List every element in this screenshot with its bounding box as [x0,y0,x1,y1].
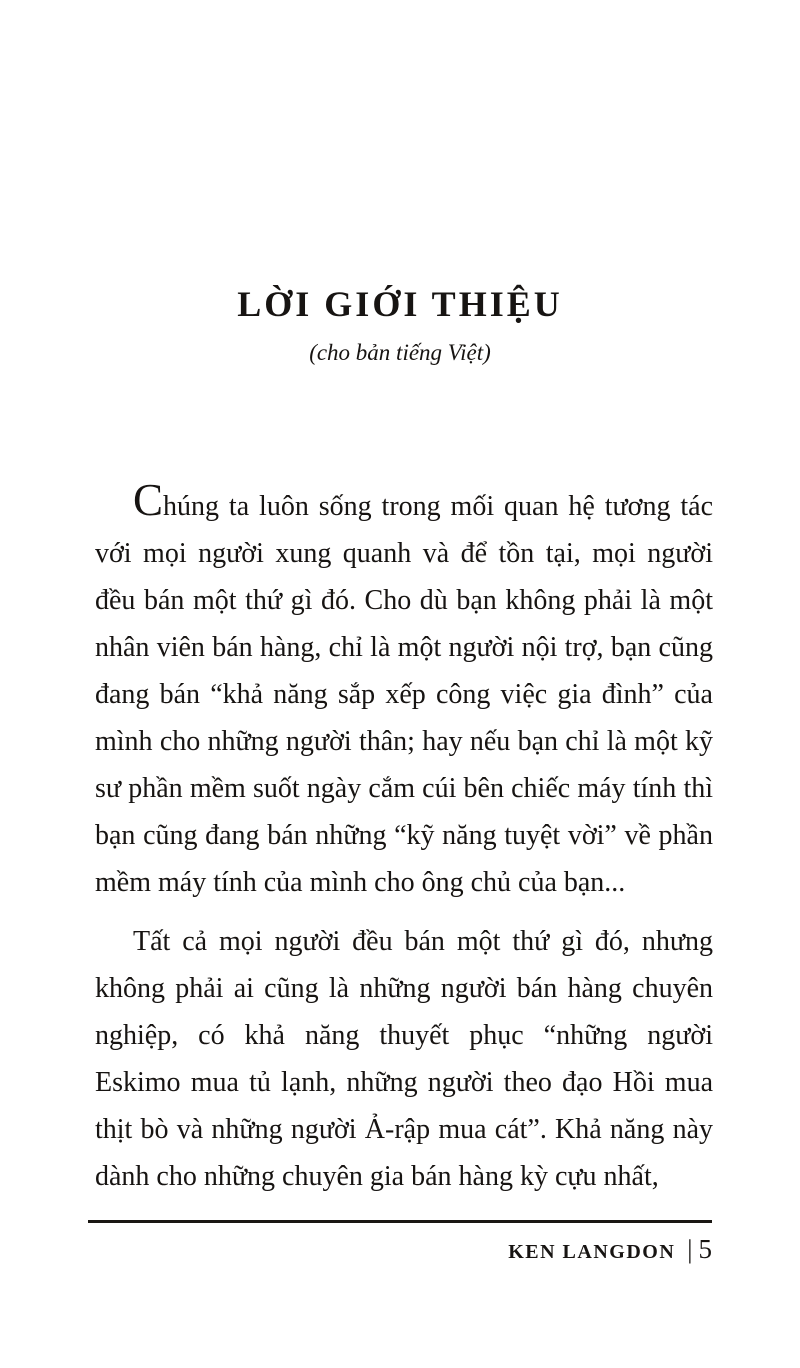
chapter-subtitle: (cho bản tiếng Việt) [309,340,491,365]
footer-author: KEN LANGDON [508,1241,676,1263]
paragraph: Tất cả mọi người đều bán một thứ gì đó, nhưng không phải ai cũng là những người bán hàng chuyên nghiệp, có khả năng thuyết phục “những người Eskimo mua tủ lạnh, những người theo đạo Hồi mua thịt bò và những người Ả-rập mua cát”. Khả năng này dành cho những chuyên gia bán hàng kỳ cựu nhất, [95,926,713,1192]
paragraph: Chúng ta luôn sống trong mối quan hệ tương tác với mọi người xung quanh và để tồn tại, mọi người đều bán một thứ gì đó. Cho dù bạn không phải là một nhân viên bán hàng, chỉ là một người nội trợ, bạn cũng đang bán “khả năng sắp xếp công việc gia đình” của mình cho những người thân; hay nếu bạn chỉ là một kỹ sư phần mềm suốt ngày cắm cúi bên chiếc máy tính thì bạn cũng đang bán những “kỹ năng tuyệt vời” về phần mềm máy tính của mình cho ông chủ của bạn... [95,475,713,898]
chapter-title: LỜI GIỚI THIỆU [237,284,563,324]
footer-separator: | [687,1235,693,1264]
page-footer [88,1234,712,1265]
body-text-block [95,475,713,1200]
footer-divider [88,1220,712,1223]
footer-page-number: 5 [698,1234,712,1264]
